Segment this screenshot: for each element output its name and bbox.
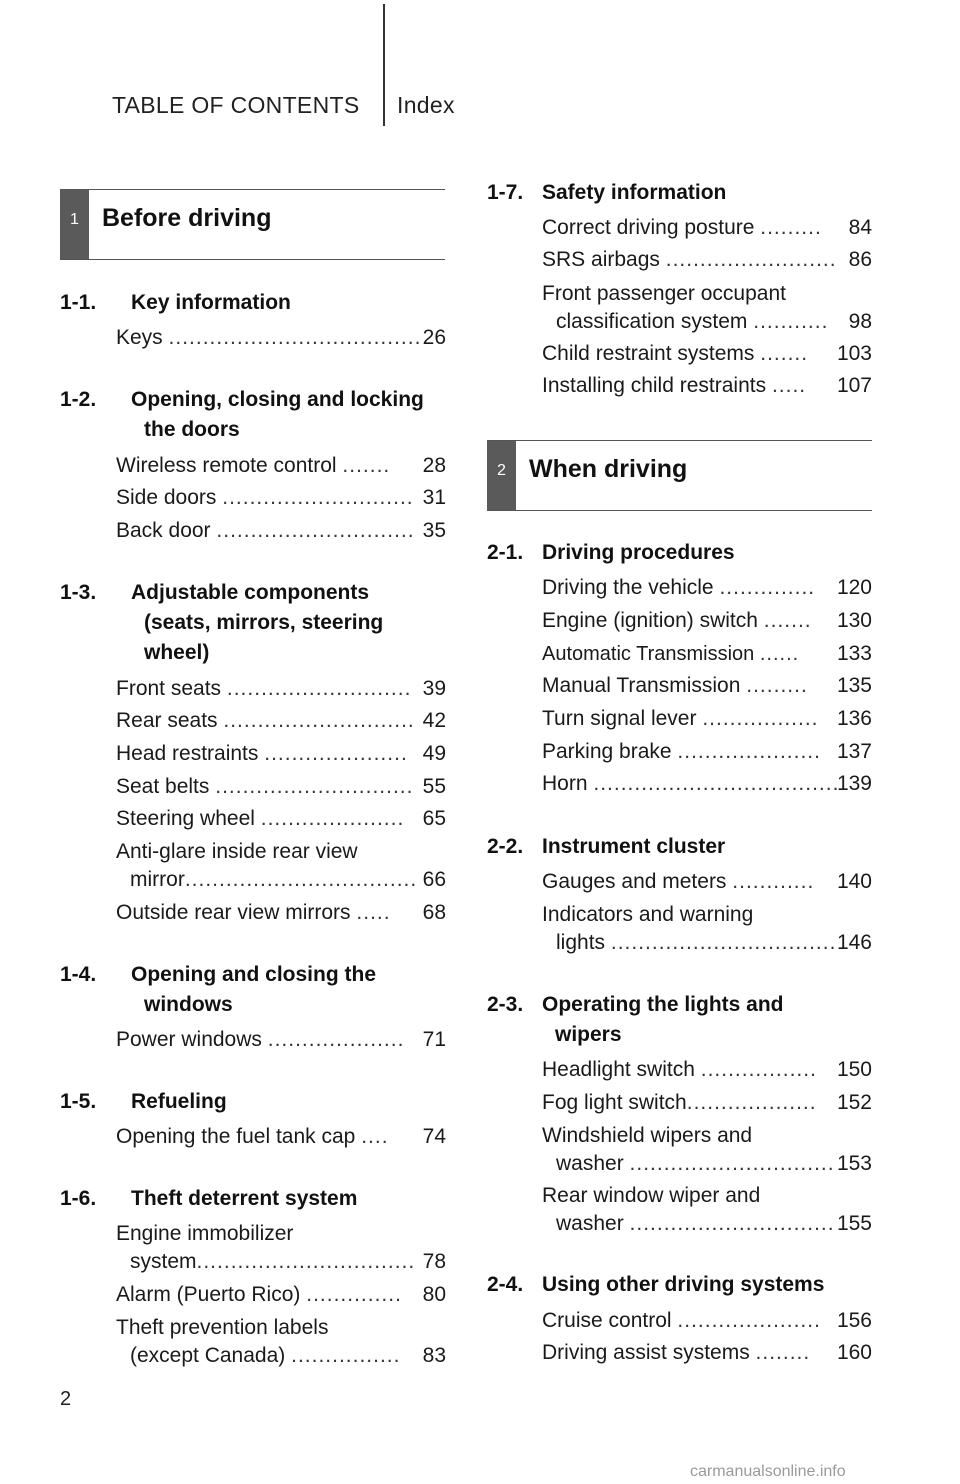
chapter-heading[interactable] [60,578,450,668]
toc-entry-rear-window-wiper[interactable] [542,1180,872,1244]
chapter-heading[interactable] [60,960,450,1020]
entry-page: 107 [836,374,872,397]
entry-leader: ..... [771,374,807,397]
entry-title: Windshield wipers and [542,1124,753,1147]
toc-entry-theft-labels[interactable] [116,1312,446,1376]
entry-page: 152 [836,1091,872,1114]
entry-title: Seat belts [116,775,210,798]
entry-page: 28 [422,454,446,477]
entry-title: Rear seats [116,709,218,732]
toc-entry-back-door[interactable] [116,515,446,547]
entry-title: Automatic Transmission [542,643,755,665]
entry-page: 139 [836,772,872,795]
toc-entry-automatic-transmission[interactable] [542,638,872,670]
entry-title: Front seats [116,677,222,700]
page-header [0,0,960,130]
toc-entry-fuel-tank-cap[interactable] [116,1121,446,1153]
entry-title: Child restraint systems [542,342,755,365]
entry-leader: ................... [686,1091,817,1114]
section-number: 2 [487,441,516,510]
toc-entry-installing-child-restraints[interactable] [542,370,872,402]
toc-entry-keys[interactable] [116,322,446,354]
chapter-number: 1-6. [60,1187,97,1210]
entry-page: 78 [422,1250,446,1273]
entry-leader: .............. [719,576,816,599]
entry-leader: ....... [763,609,812,632]
entry-title: Engine (ignition) switch [542,609,758,632]
entry-title: Horn [542,772,588,795]
entry-leader: ................................. [610,931,837,954]
entry-title: Power windows [116,1028,262,1051]
section-header-before-driving[interactable] [60,189,445,260]
chapter-heading[interactable] [60,288,450,318]
chapter-title: Opening, closing and locking [131,388,424,411]
chapter-title: wipers [555,1023,622,1046]
entry-page: 26 [422,326,446,349]
table-of-contents-tab[interactable]: TABLE OF CONTENTS [112,92,360,118]
toc-entry-parking-brake[interactable] [542,736,872,768]
entry-title: Keys [116,326,163,349]
chapter-heading[interactable] [60,385,450,445]
toc-entry-indicators[interactable] [542,899,872,963]
chapter-heading[interactable] [487,1270,877,1300]
entry-leader: ........................... [226,677,412,700]
toc-entry-engine-immobilizer[interactable] [116,1218,446,1282]
entry-page: 120 [836,576,872,599]
entry-leader: ................. [702,707,819,730]
toc-entry-occupant-classification[interactable] [542,278,872,342]
header-divider [383,4,385,126]
toc-entry-outside-mirrors[interactable] [116,897,446,929]
entry-title: washer [556,1212,624,1235]
entry-page: 80 [422,1283,446,1306]
entry-page: 156 [836,1309,872,1332]
entry-leader: ............................. [216,519,415,542]
toc-entry-steering-wheel[interactable] [116,803,446,835]
entry-page: 133 [836,642,872,665]
chapter-heading[interactable] [487,538,877,568]
chapter-title: Safety information [542,181,727,204]
toc-entry-turn-signal[interactable] [542,703,872,735]
entry-leader: ..................... [264,742,408,765]
entry-title: Parking brake [542,740,672,763]
entry-title: Theft prevention labels [116,1316,329,1339]
entry-title: SRS airbags [542,248,660,271]
entry-leader: ...... [759,643,800,665]
entry-title: Manual Transmission [542,674,741,697]
toc-entry-side-doors[interactable] [116,482,446,514]
entry-leader: ....... [760,342,809,365]
chapter-number: 1-3. [60,581,97,604]
chapter-title: Instrument cluster [542,835,726,858]
page-number: 2 [60,1388,72,1410]
section-header-when-driving[interactable] [487,440,872,511]
entry-title: classification system [556,310,748,333]
chapter-number: 1-4. [60,963,97,986]
toc-entry-rear-seats[interactable] [116,705,446,737]
toc-entry-gauges[interactable] [542,866,872,898]
chapter-heading[interactable] [487,178,877,208]
toc-entry-driving-vehicle[interactable] [542,572,872,604]
entry-page: 146 [836,931,872,954]
chapter-title: the doors [144,418,240,441]
entry-page: 155 [836,1212,872,1235]
entry-page: 74 [422,1125,446,1148]
entry-page: 66 [422,868,446,891]
entry-leader: ........... [753,310,829,333]
chapter-title: Driving procedures [542,541,735,564]
chapter-number: 1-7. [487,181,524,204]
toc-entry-seat-belts[interactable] [116,771,446,803]
entry-leader: .............................. [629,1212,835,1235]
chapter-title: Adjustable components [131,581,370,604]
entry-title: Opening the fuel tank cap [116,1125,356,1148]
toc-entry-alarm[interactable] [116,1279,446,1311]
entry-leader: ..................... [260,807,405,830]
chapter-title: Key information [131,291,291,314]
entry-title: mirror [130,868,185,891]
entry-leader: ............................ [222,486,414,509]
entry-leader: .................................... [593,772,840,795]
entry-page: 136 [836,707,872,730]
entry-title: Correct driving posture [542,216,755,239]
chapter-heading[interactable] [487,990,877,1050]
chapter-number: 2-2. [487,835,524,858]
entry-leader: ................. [700,1058,817,1081]
entry-page: 140 [836,870,872,893]
entry-title: lights [556,931,606,954]
entry-title: Front passenger occupant [542,282,786,305]
toc-entry-cruise-control[interactable] [542,1305,872,1337]
entry-title: Head restraints [116,742,259,765]
toc-entry-driving-assist[interactable] [542,1337,872,1369]
entry-page: 83 [422,1344,446,1367]
entry-page: 135 [836,674,872,697]
toc-entry-power-windows[interactable] [116,1024,446,1056]
toc-entry-manual-transmission[interactable] [542,670,872,702]
entry-page: 31 [422,486,446,509]
chapter-heading[interactable] [60,1184,450,1214]
entry-page: 153 [836,1152,872,1175]
entry-title: Fog light switch [542,1091,687,1114]
entry-leader: .............. [306,1283,402,1306]
entry-leader: ................................ [196,1250,416,1273]
chapter-title: Refueling [131,1090,227,1113]
entry-leader: .................... [267,1028,405,1051]
entry-title: Headlight switch [542,1058,695,1081]
watermark: carmanualsonline.info [690,1463,846,1480]
entry-leader: .............................. [629,1152,835,1175]
entry-title: Indicators and warning [542,903,754,926]
entry-leader: ........ [755,1341,811,1364]
entry-title: Driving the vehicle [542,576,714,599]
toc-entry-anti-glare[interactable] [116,836,446,900]
entry-title: Side doors [116,486,217,509]
entry-page: 68 [422,901,446,924]
entry-page: 71 [422,1028,446,1051]
chapter-title: Theft deterrent system [131,1187,358,1210]
entry-page: 84 [848,216,872,239]
entry-title: Anti-glare inside rear view [116,840,358,863]
entry-title: system [130,1250,197,1273]
chapter-title: wheel) [144,641,210,664]
toc-entry-child-restraint-systems[interactable] [542,338,872,370]
chapter-title: Opening and closing the [131,963,377,986]
entry-page: 160 [836,1341,872,1364]
entry-leader: ......... [746,674,808,697]
chapter-number: 2-4. [487,1273,524,1296]
entry-page: 137 [836,740,872,763]
entry-title: washer [556,1152,624,1175]
entry-leader: ......... [760,216,822,239]
entry-leader: ..................... [677,1309,821,1332]
chapter-number: 2-1. [487,541,524,564]
entry-page: 55 [422,775,446,798]
toc-entry-front-seats[interactable] [116,673,446,705]
entry-leader: ......................... [665,248,837,271]
entry-leader: ............ [732,870,815,893]
entry-title: Wireless remote control [116,454,337,477]
entry-leader: ....... [342,454,391,477]
entry-title: Engine immobilizer [116,1222,294,1245]
chapter-title: Using other driving systems [542,1273,825,1296]
entry-page: 86 [848,248,872,271]
toc-entry-driving-posture[interactable] [542,212,872,244]
entry-title: Steering wheel [116,807,255,830]
entry-page: 98 [848,310,872,333]
toc-entry-wireless[interactable] [116,450,446,482]
entry-title: Gauges and meters [542,870,727,893]
entry-leader: ..................................... [168,326,422,349]
chapter-title: Operating the lights and [542,993,784,1016]
entry-page: 150 [836,1058,872,1081]
entry-leader: .................................. [184,868,418,891]
section-title: When driving [529,455,688,483]
entry-page: 130 [836,609,872,632]
toc-entry-srs-airbags[interactable] [542,244,872,276]
entry-title: Cruise control [542,1309,672,1332]
chapter-number: 2-3. [487,993,524,1016]
section-title: Before driving [102,204,272,232]
entry-title: Installing child restraints [542,374,767,397]
entry-page: 42 [422,709,446,732]
toc-entry-fog-light-switch[interactable] [542,1087,872,1119]
chapter-heading[interactable] [60,1087,450,1117]
chapter-title: (seats, mirrors, steering [144,611,384,634]
chapter-number: 1-2. [60,388,97,411]
entry-leader: ............................ [223,709,415,732]
entry-title: Back door [116,519,211,542]
toc-entry-engine-switch[interactable] [542,605,872,637]
index-tab[interactable]: Index [397,92,455,118]
toc-entry-horn[interactable] [542,768,872,800]
chapter-heading[interactable] [487,832,877,862]
toc-entry-windshield-wipers[interactable] [542,1120,872,1184]
entry-leader: .... [361,1125,389,1148]
chapter-title: windows [144,993,233,1016]
toc-entry-headlight-switch[interactable] [542,1054,872,1086]
entry-page: 65 [422,807,446,830]
chapter-number: 1-5. [60,1090,97,1113]
entry-page: 49 [422,742,446,765]
entry-title: Outside rear view mirrors [116,901,351,924]
entry-leader: ..................... [677,740,821,763]
entry-title: Rear window wiper and [542,1184,761,1207]
entry-page: 103 [836,342,872,365]
entry-title: (except Canada) [130,1344,286,1367]
toc-entry-head-restraints[interactable] [116,738,446,770]
entry-title: Alarm (Puerto Rico) [116,1283,301,1306]
entry-title: Driving assist systems [542,1341,750,1364]
entry-leader: ............................. [215,775,414,798]
chapter-number: 1-1. [60,291,97,314]
section-number: 1 [60,190,89,259]
entry-page: 39 [422,677,446,700]
entry-leader: ..... [356,901,391,924]
entry-leader: ................ [291,1344,401,1367]
entry-title: Turn signal lever [542,707,697,730]
entry-page: 35 [422,519,446,542]
